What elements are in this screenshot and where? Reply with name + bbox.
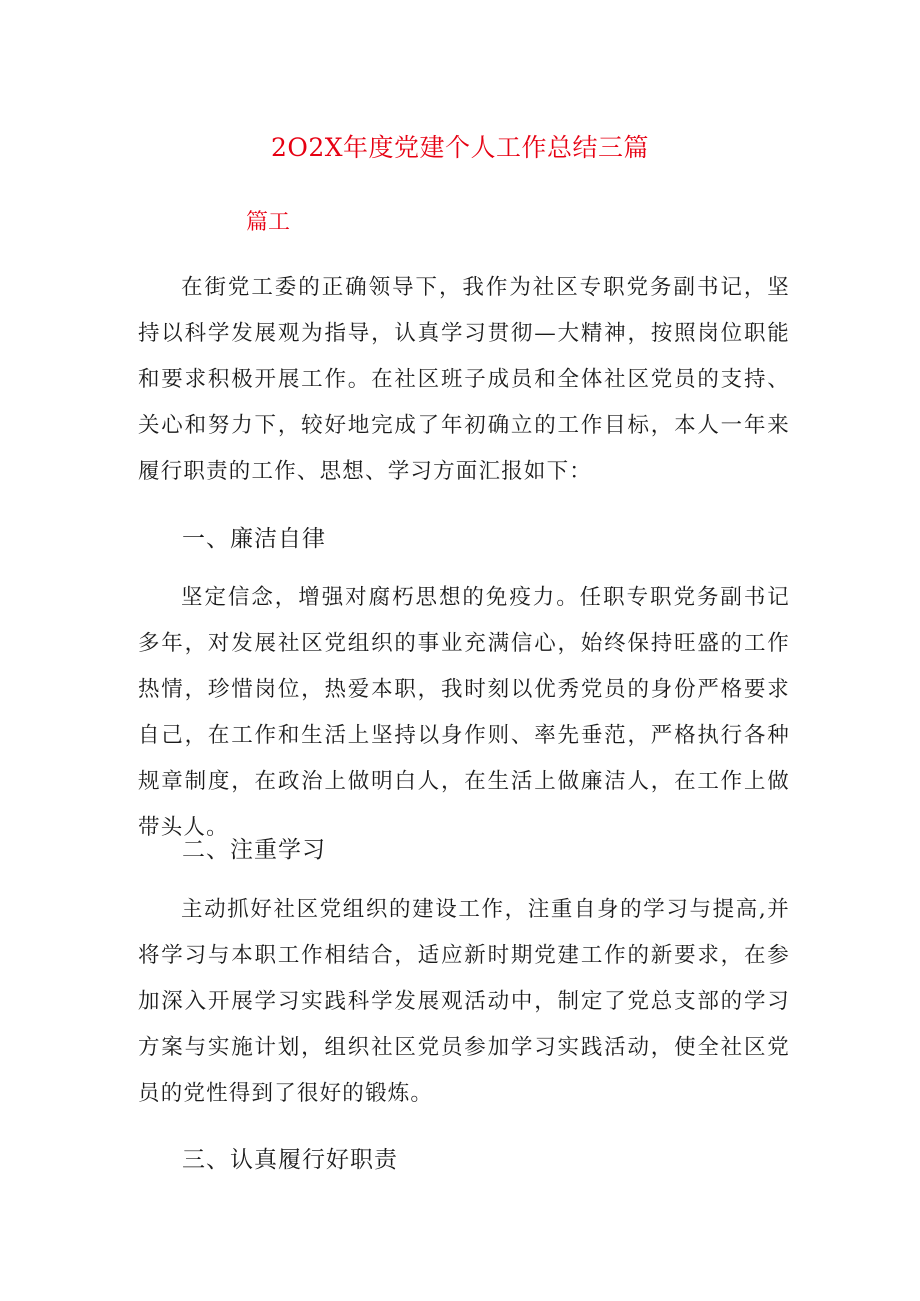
section-body-2: 主动抓好社区党组织的建设工作，注重自身的学习与提高,并将学习与本职工作相结合，适应新时期党建工作的新要求，在参加深入开展学习实践科学发展观活动中，制定了党总支部的学习方案与实施计划，组织社区党员参加学习实践活动，使全社区党员的党性得到了很好的锻炼。: [138, 897, 790, 1106]
document-title: 2O2X年度党建个人工作总结三篇: [270, 133, 650, 162]
section-heading-3: 三、认真履行好职责: [182, 1147, 398, 1173]
document-subtitle: 篇工: [246, 210, 291, 235]
section-heading-2: 二、注重学习: [182, 837, 326, 863]
section-body-1: 坚定信念，增强对腐朽思想的免疫力。任职专职党务副书记多年，对发展社区党组织的事业充满信心，始终保持旺盛的工作热情，珍惜岗位，热爱本职，我时刻以优秀党员的身份严格要求自己，在工作和生活上坚持以身作则、率先垂范，严格执行各种规章制度，在政治上做明白人，在生活上做廉洁人，在工作上做带头人。: [138, 585, 790, 840]
intro-paragraph: 在街党工委的正确领导下，我作为社区专职党务副书记，坚持以科学发展观为指导，认真学习贯彻—大精神，按照岗位职能和要求积极开展工作。在社区班子成员和全体社区党员的支持、关心和努力下，较好地完成了年初确立的工作目标，本人一年来履行职责的工作、思想、学习方面汇报如下：: [138, 275, 790, 484]
section-heading-1: 一、廉洁自律: [182, 526, 326, 552]
